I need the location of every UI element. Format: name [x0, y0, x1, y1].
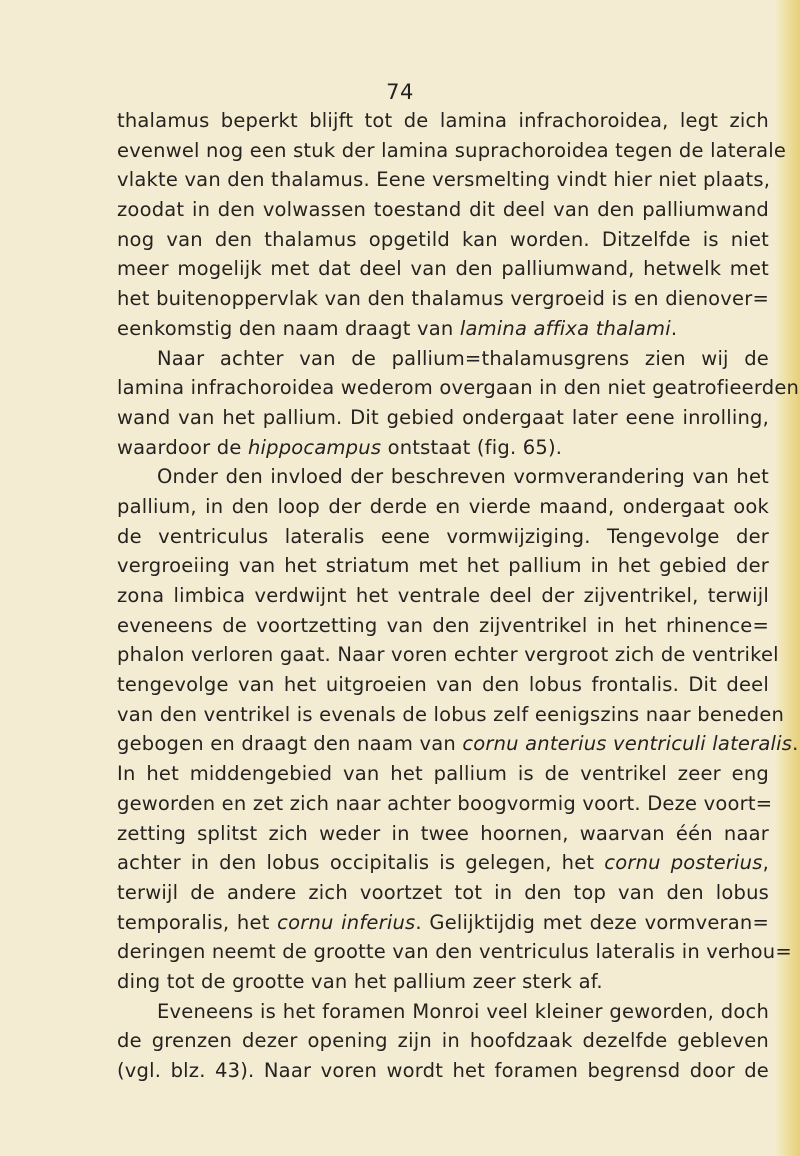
text-segment: tengevolge van het uitgroeien van den lobus frontalis. Dit deel — [117, 673, 769, 697]
italic-term: cornu posterius — [604, 851, 763, 875]
text-segment: ontstaat (fig. 65). — [381, 435, 563, 459]
text-segment: zoodat in den volwassen toestand dit deel van den palliumwand — [117, 198, 769, 222]
text-line — [117, 462, 769, 492]
text-segment: zona limbica verdwijnt het ventrale deel der zijventrikel, terwijl — [117, 584, 769, 607]
text-segment: meer mogelijk met dat deel van den palliumwand, hetwelk met — [117, 257, 769, 281]
text-line — [117, 700, 785, 730]
text-line — [117, 254, 769, 284]
text-segment: Onder den invloed der beschreven vormverandering van het — [157, 465, 769, 489]
page-edge-shading — [774, 0, 800, 1156]
text-line — [117, 997, 769, 1027]
text-segment: evenwel nog een stuk der lamina suprachoroidea tegen de laterale — [117, 138, 787, 162]
text-segment: phalon verloren gaat. Naar voren echter vergroot zich de ventrikel — [117, 643, 779, 667]
text-segment: van den ventrikel is evenals de lobus zelf eenigszins naar beneden — [117, 702, 785, 726]
text-segment: , — [762, 851, 769, 875]
text-segment: het buitenoppervlak van den thalamus vergroeid is en dienover= — [117, 287, 769, 311]
italic-term: cornu anterius ventriculi lateralis — [462, 732, 793, 756]
text-segment: . — [670, 316, 678, 340]
text-segment: gebogen en draagt den naam van — [117, 732, 463, 756]
text-line — [117, 848, 769, 878]
text-segment: geworden en zet zich naar achter boogvormig voort. Deze voort= — [117, 791, 773, 815]
text-segment: vlakte van den thalamus. Eene versmelting vindt hier niet plaats, — [117, 168, 771, 192]
text-line — [117, 581, 769, 611]
text-segment: wand van het pallium. Dit gebied ondergaat later eene inrolling, — [117, 405, 769, 429]
text-segment: zetting splitst zich weder in twee hoornen, waarvan één naar — [117, 821, 769, 845]
text-segment: thalamus beperkt blijft tot de lamina infrachoroidea, legt zich — [117, 109, 769, 132]
text-segment: terwijl de andere zich voortzet tot in den top van den lobus — [117, 880, 769, 904]
text-segment: eenkomstig den naam draagt van — [117, 316, 460, 340]
text-line — [117, 344, 769, 374]
text-segment: temporalis, het — [117, 910, 278, 934]
text-line — [117, 284, 769, 314]
text-line — [117, 611, 769, 641]
text-line — [117, 403, 769, 433]
text-segment: Eveneens is het foramen Monroi veel kleiner geworden, doch — [157, 999, 769, 1023]
text-line — [117, 165, 769, 195]
text-line — [117, 1026, 769, 1056]
text-line — [117, 551, 769, 581]
text-line — [117, 819, 769, 849]
text-segment: ding tot de grootte van het pallium zeer sterk af. — [117, 969, 603, 993]
text-segment: . Gelijktijdig met deze vormveran= — [415, 910, 769, 934]
text-line — [117, 1056, 769, 1086]
text-segment: waardoor de — [117, 435, 248, 459]
italic-term: lamina affixa thalami — [459, 316, 671, 340]
text-line — [117, 670, 769, 700]
text-line — [117, 967, 769, 997]
body-text — [117, 106, 800, 1086]
text-segment: (vgl. blz. 43). Naar voren wordt het foramen begrensd door de — [117, 1059, 769, 1082]
text-segment: lamina infrachoroidea wederom overgaan in den niet geatrofieerden — [117, 376, 800, 400]
text-segment: de grenzen dezer opening zijn in hoofdzaak dezelfde gebleven — [117, 1029, 769, 1053]
text-segment: pallium, in den loop der derde en vierde maand, ondergaat ook — [117, 494, 769, 518]
text-line — [117, 640, 779, 670]
text-line — [117, 106, 769, 136]
text-segment: eveneens de voortzetting van den zijventrikel in het rhinence= — [117, 613, 769, 637]
text-line — [117, 225, 769, 255]
text-line — [117, 789, 773, 819]
text-segment: achter in den lobus occipitalis is gelegen, het — [117, 851, 605, 875]
text-segment: . — [792, 732, 799, 756]
text-segment: nog van den thalamus opgetild kan worden. Ditzelfde is niet — [117, 227, 769, 251]
text-line — [117, 136, 787, 166]
text-line — [117, 878, 769, 908]
text-line — [117, 729, 799, 759]
text-line — [117, 937, 792, 967]
text-line — [117, 908, 769, 938]
text-segment: In het middengebied van het pallium is de ventrikel zeer eng — [117, 762, 769, 786]
text-line — [117, 314, 769, 344]
text-segment: de ventriculus lateralis eene vormwijziging. Tengevolge der — [117, 524, 769, 548]
text-line — [117, 195, 769, 225]
page-number: 74 — [386, 80, 414, 104]
text-line — [117, 492, 769, 522]
text-line — [117, 522, 769, 552]
italic-term: hippocampus — [247, 435, 382, 459]
text-segment: vergroeiing van het striatum met het pallium in het gebied der — [117, 554, 769, 578]
text-segment: deringen neemt de grootte van den ventriculus lateralis in verhou= — [117, 940, 792, 964]
italic-term: cornu inferius — [277, 910, 416, 934]
text-line — [117, 433, 769, 463]
text-line — [117, 373, 800, 403]
text-segment: Naar achter van de pallium=thalamusgrens zien wij de — [157, 346, 769, 370]
text-line — [117, 759, 769, 789]
